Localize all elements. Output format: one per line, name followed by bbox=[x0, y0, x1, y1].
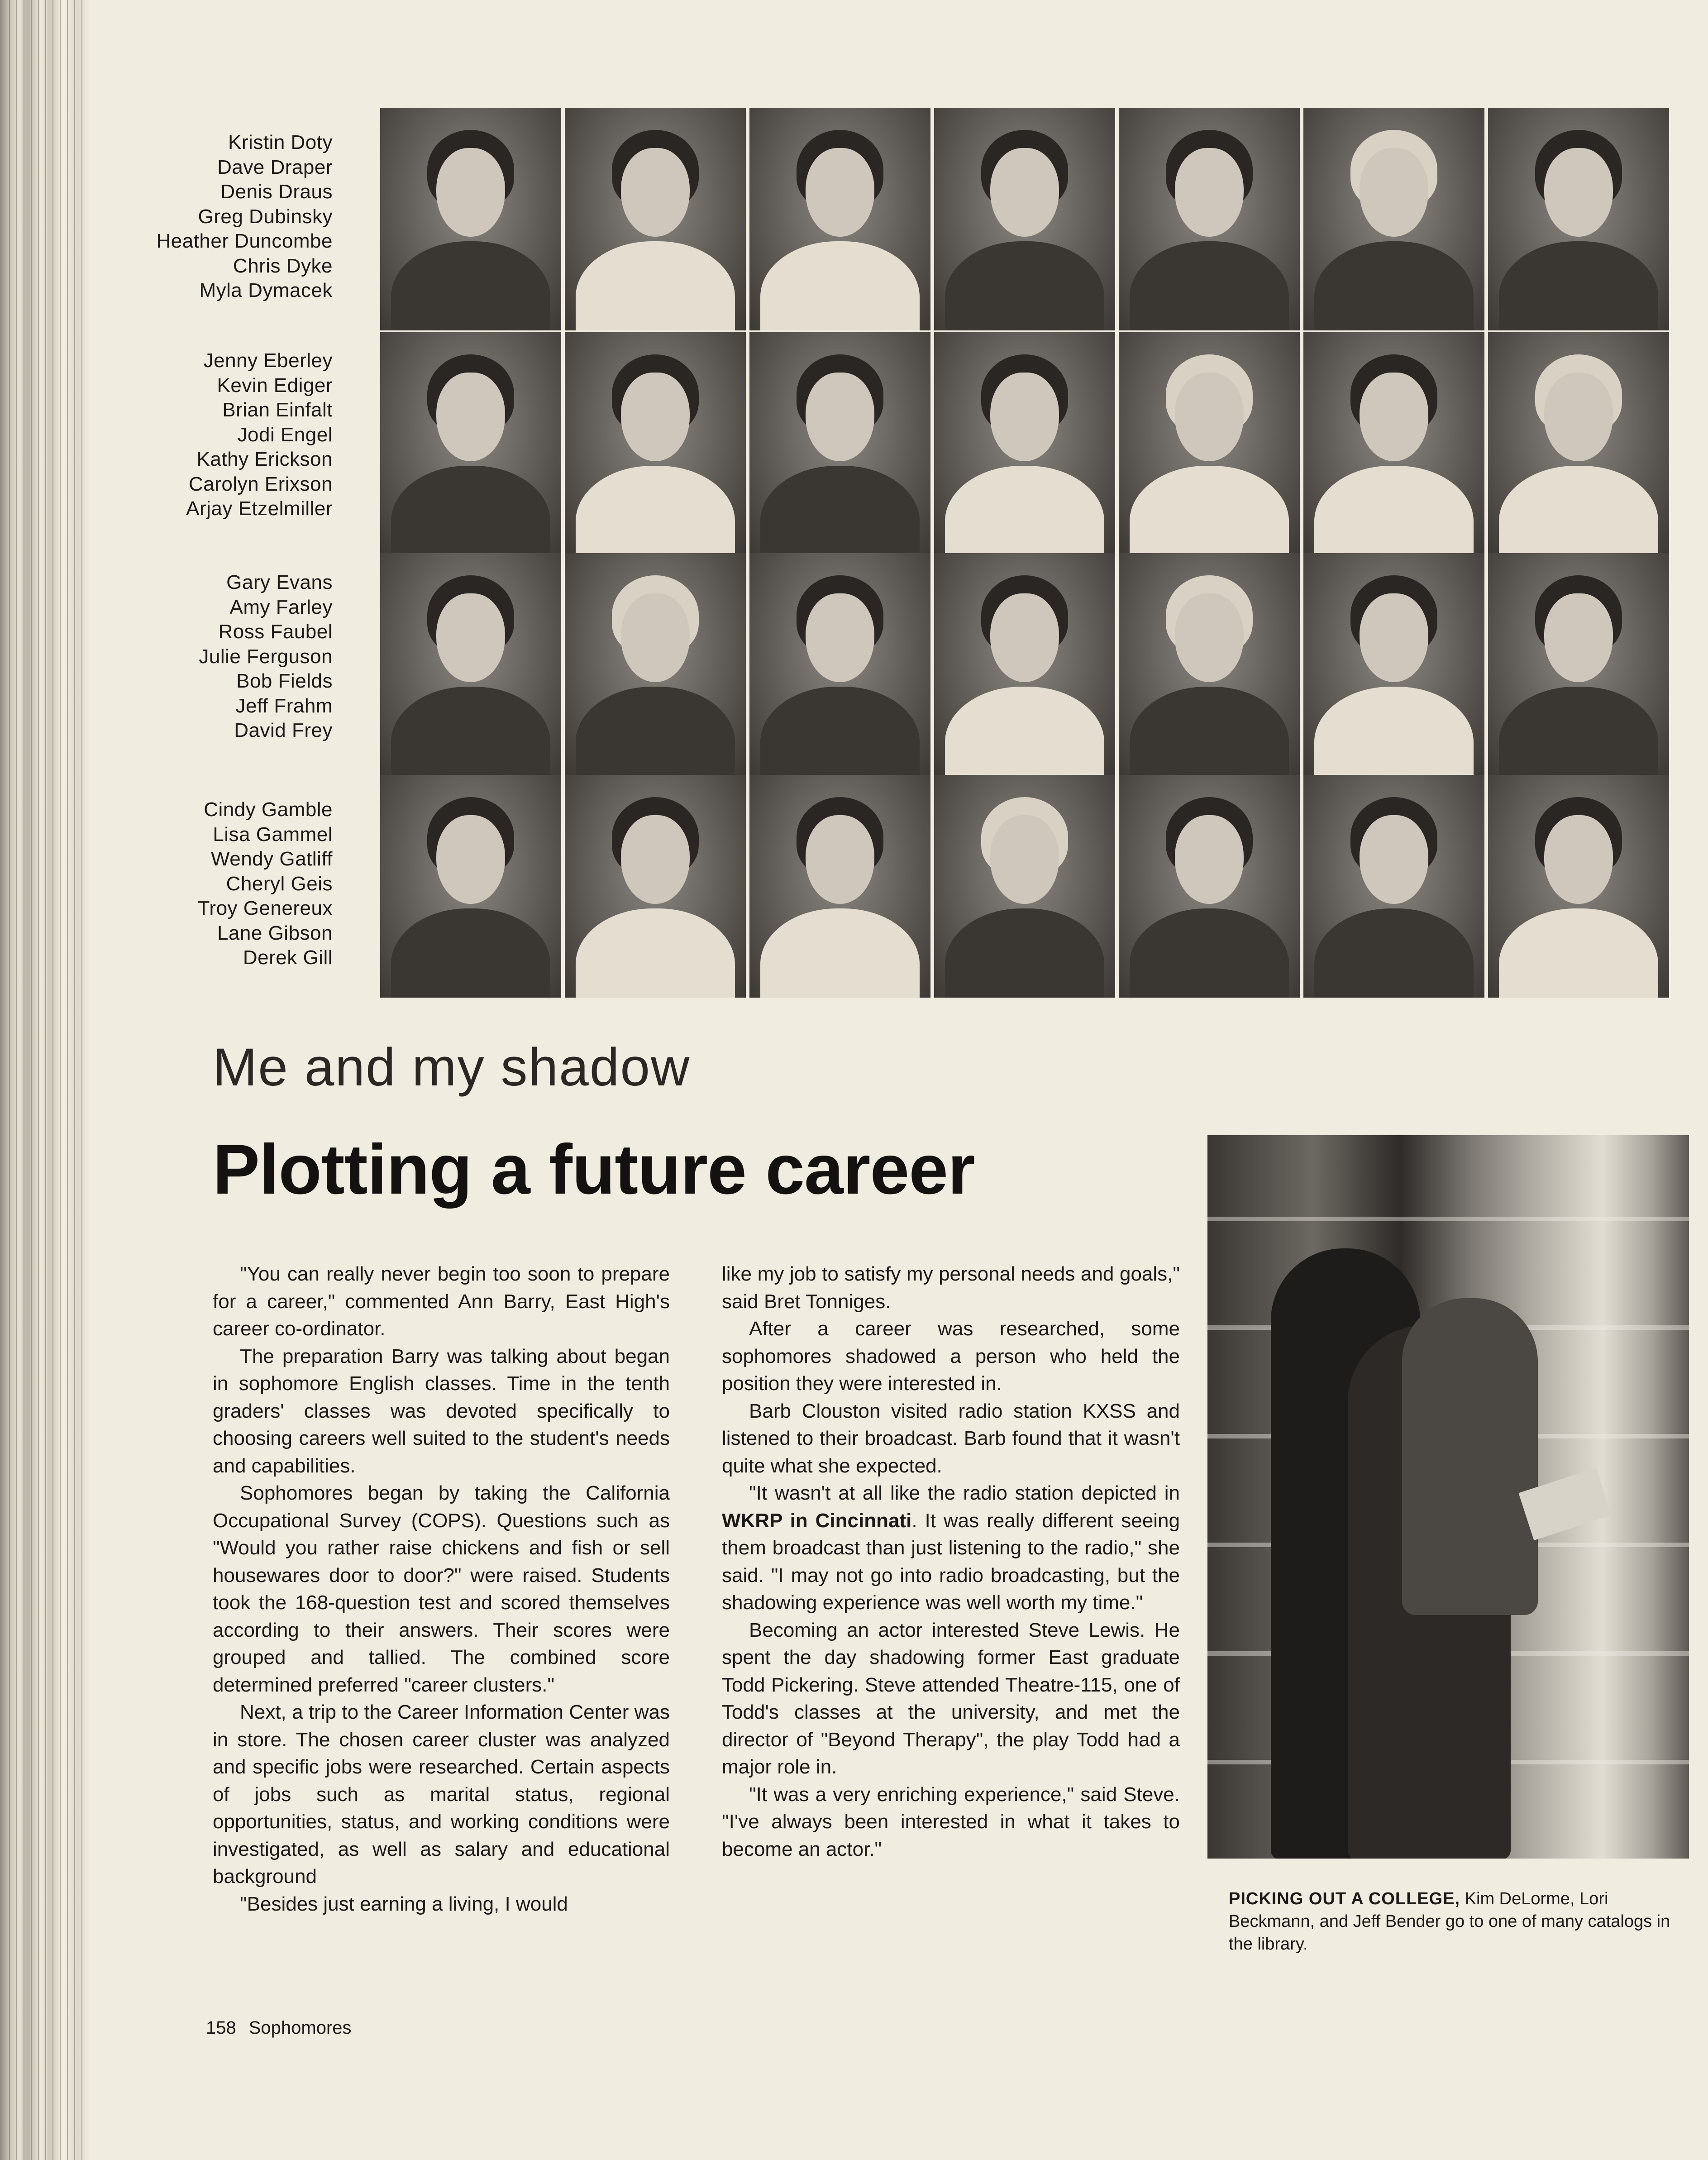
student-portrait bbox=[565, 108, 746, 330]
paragraph: Barb Clouston visited radio station KXSS and listened to their broadcast. Barb found that it wasn't quite what she expected. bbox=[722, 1400, 1180, 1477]
student-portrait bbox=[934, 332, 1115, 555]
student-name: Wendy Gatliff bbox=[211, 848, 333, 870]
student-portrait bbox=[1119, 332, 1300, 555]
student-name: Cindy Gamble bbox=[204, 798, 333, 821]
portrait-strip bbox=[380, 108, 1669, 330]
paragraph: "It was a very enriching experience," said Steve. "I've always been interested in what it takes to become an actor." bbox=[722, 1783, 1180, 1860]
paragraph: "You can really never begin too soon to prepare for a career," commented Ann Barry, East High's career co-ordinator. bbox=[213, 1263, 670, 1340]
paragraph: like my job to satisfy my personal needs and goals," said Bret Tonniges. bbox=[722, 1263, 1180, 1313]
article-column-2 bbox=[722, 1261, 1180, 1863]
student-name: Amy Farley bbox=[229, 596, 333, 618]
student-portrait bbox=[565, 332, 746, 555]
show-title: WKRP in Cincinnati bbox=[722, 1509, 912, 1532]
portrait-strip bbox=[380, 775, 1669, 998]
student-name: Arjay Etzelmiller bbox=[186, 497, 333, 520]
student-name: Lisa Gammel bbox=[213, 823, 333, 846]
paragraph-text: . It was really different seeing them broadcast than just listening to the radio," she said. "I may not go into radio broadcasting, but the shadowing experience was well worth my time." bbox=[722, 1509, 1180, 1614]
student-name: Troy Genereux bbox=[197, 897, 333, 919]
student-portrait bbox=[934, 108, 1115, 330]
student-name: Kristin Doty bbox=[228, 131, 333, 153]
article-column-1 bbox=[213, 1261, 670, 1918]
page-folio bbox=[206, 2018, 364, 2038]
paragraph: The preparation Barry was talking about began in sophomore English classes. Time in the tenth graders' classes was devoted specifically to choosing careers well suited to the student's needs and capabilities. bbox=[213, 1345, 670, 1477]
student-portrait bbox=[1488, 775, 1669, 998]
article-kicker: Me and my shadow bbox=[213, 1037, 691, 1097]
student-portrait bbox=[1488, 332, 1669, 555]
student-name: Jeff Frahm bbox=[235, 694, 333, 717]
page-number: 158 bbox=[206, 2018, 236, 2038]
student-name: David Frey bbox=[234, 719, 333, 741]
library-photo bbox=[1207, 1135, 1689, 1859]
paragraph: Next, a trip to the Career Information Center was in store. The chosen career cluster was analyzed and specific jobs were researched. Certain aspects of jobs such as marital status, regional opportunities, status, and working conditions were investigated, as well as salary and educational background bbox=[213, 1701, 670, 1888]
student-portrait bbox=[380, 108, 561, 330]
roster-names bbox=[109, 349, 333, 521]
student-name: Bob Fields bbox=[236, 670, 333, 692]
student-name: Jodi Engel bbox=[237, 423, 333, 446]
student-portrait bbox=[749, 553, 930, 776]
student-portrait bbox=[565, 775, 746, 998]
student-portrait bbox=[1303, 553, 1484, 776]
paragraph-text: "It wasn't at all like the radio station depicted in bbox=[749, 1482, 1180, 1504]
student-portrait bbox=[380, 553, 561, 776]
student-name: Julie Ferguson bbox=[199, 645, 333, 668]
student-name: Denis Draus bbox=[220, 181, 333, 203]
paragraph: Sophomores began by taking the California Occupational Survey (COPS). Questions such as "Would you rather raise chickens and fish or sell housewares door to door?" were raised. Students took the 168-question test and scored themselves according to their answers. Their scores were grouped and tallied. The combined score determined preferred "career clusters." bbox=[213, 1482, 670, 1696]
student-name: Derek Gill bbox=[243, 946, 333, 969]
paragraph bbox=[722, 1480, 1180, 1617]
student-portrait bbox=[1488, 108, 1669, 330]
photo-caption bbox=[1229, 1888, 1693, 1955]
student-portrait bbox=[934, 553, 1115, 776]
student-name: Brian Einfalt bbox=[222, 399, 333, 421]
page-edge-lines bbox=[9, 0, 86, 2160]
student-name: Greg Dubinsky bbox=[198, 205, 333, 228]
student-portrait bbox=[1303, 108, 1484, 330]
page-edge-stack bbox=[0, 0, 91, 2160]
student-name: Chris Dyke bbox=[233, 254, 333, 277]
paragraph: "Besides just earning a living, I would bbox=[240, 1892, 568, 1915]
student-name: Kevin Ediger bbox=[217, 374, 333, 397]
article-headline: Plotting a future career bbox=[213, 1130, 975, 1209]
roster-names bbox=[109, 570, 333, 743]
roster-names bbox=[109, 130, 333, 303]
student-portrait bbox=[380, 332, 561, 555]
paragraph: After a career was researched, some sophomores shadowed a person who held the position they were interested in. bbox=[722, 1318, 1180, 1395]
student-portrait bbox=[749, 332, 930, 555]
student-portrait bbox=[1119, 775, 1300, 998]
portrait-strip bbox=[380, 332, 1669, 555]
student-portrait bbox=[749, 775, 930, 998]
portrait-strip bbox=[380, 553, 1669, 776]
student-name: Jenny Eberley bbox=[203, 349, 333, 372]
student-name: Lane Gibson bbox=[217, 922, 333, 944]
section-name: Sophomores bbox=[248, 2018, 352, 2038]
student-portrait bbox=[934, 775, 1115, 998]
paragraph: Becoming an actor interested Steve Lewis. He spent the day shadowing former East graduate Todd Pickering. Steve attended Theatre-115, one of Todd's classes at the university, and met the director of "Beyond Therapy", the play Todd had a major role in. bbox=[722, 1619, 1180, 1778]
student-portrait bbox=[1488, 553, 1669, 776]
student-portrait bbox=[749, 108, 930, 330]
student-name: Gary Evans bbox=[226, 571, 333, 593]
student-name: Dave Draper bbox=[217, 156, 333, 178]
student-name: Myla Dymacek bbox=[199, 279, 333, 301]
student-name: Kathy Erickson bbox=[196, 448, 333, 470]
student-name: Carolyn Erixson bbox=[188, 473, 333, 495]
caption-text: Kim DeLorme, Lori Beckmann, and Jeff Bender go to one of many catalogs in the library. bbox=[1229, 1889, 1670, 1954]
student-name: Heather Duncombe bbox=[156, 230, 333, 252]
student-portrait bbox=[1303, 775, 1484, 998]
student-portrait bbox=[1119, 108, 1300, 330]
student-name: Ross Faubel bbox=[218, 621, 333, 643]
roster-names bbox=[109, 798, 333, 970]
student-portrait bbox=[380, 775, 561, 998]
student-portrait bbox=[1303, 332, 1484, 555]
caption-lead: PICKING OUT A COLLEGE, bbox=[1229, 1889, 1460, 1908]
student-portrait bbox=[1119, 553, 1300, 776]
student-name: Cheryl Geis bbox=[226, 872, 333, 895]
student-portrait bbox=[565, 553, 746, 776]
